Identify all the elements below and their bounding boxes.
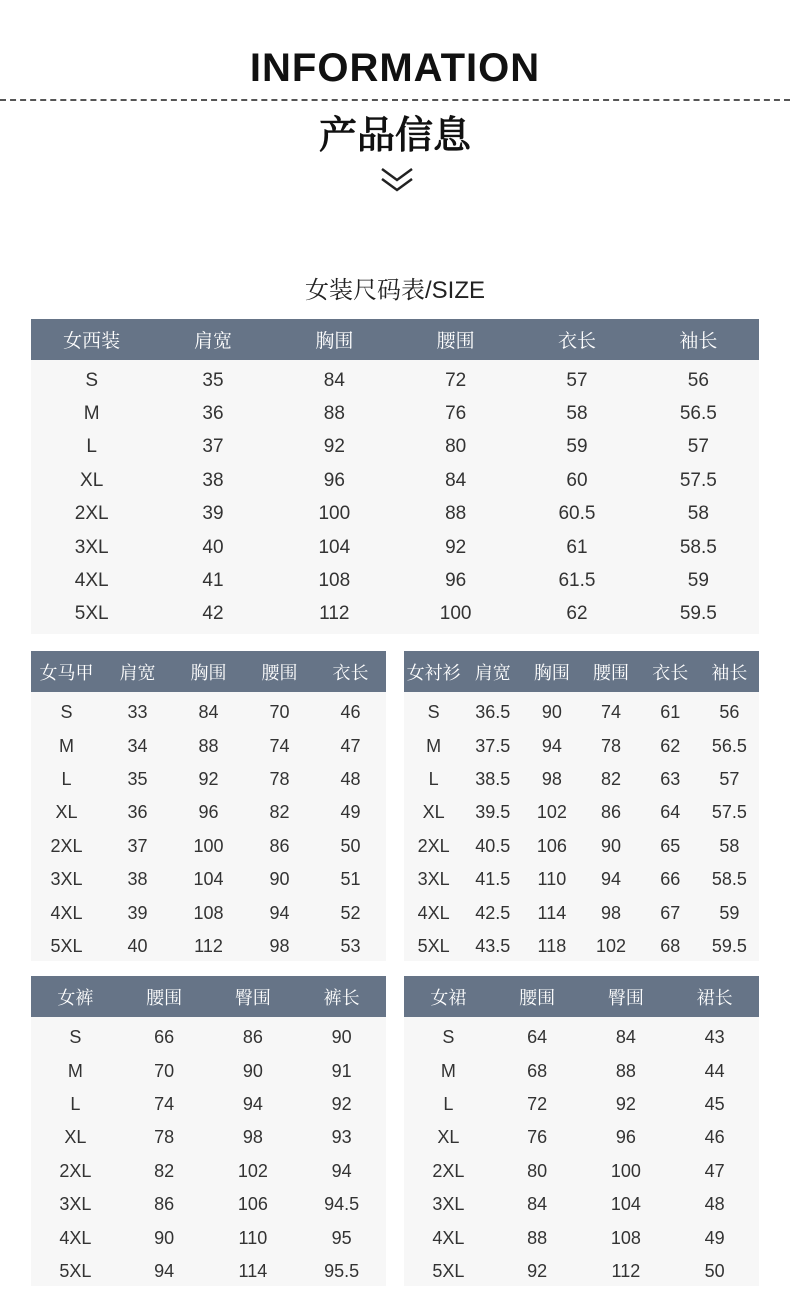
table-row bbox=[404, 763, 759, 796]
measurement-cell: 94 bbox=[154, 1260, 175, 1281]
size-label-cell: 5XL bbox=[432, 1260, 465, 1281]
measurement-cell: 47 bbox=[704, 1160, 725, 1181]
measurement-cell: 35 bbox=[127, 768, 148, 789]
measurement-cell: 49 bbox=[704, 1227, 725, 1248]
column-header: 袖长 bbox=[638, 319, 759, 360]
measurement-cell: 82 bbox=[269, 802, 290, 823]
measurement-cell: 88 bbox=[615, 1060, 636, 1081]
measurement-cell: 86 bbox=[269, 835, 290, 856]
measurement-cell: 106 bbox=[237, 1194, 268, 1215]
measurement-cell: 84 bbox=[527, 1194, 548, 1215]
measurement-cell: 84 bbox=[615, 1027, 636, 1048]
measurement-cell: 42 bbox=[202, 603, 224, 625]
measurement-cell: 52 bbox=[340, 902, 361, 923]
table-row bbox=[404, 1188, 759, 1221]
measurement-cell: 84 bbox=[198, 702, 219, 723]
table-row bbox=[404, 1221, 759, 1254]
measurement-cell: 58.5 bbox=[679, 536, 717, 558]
measurement-cell: 36 bbox=[127, 802, 148, 823]
column-header: 女西装 bbox=[31, 319, 152, 360]
measurement-cell: 70 bbox=[154, 1060, 175, 1081]
measurement-cell: 84 bbox=[445, 469, 467, 491]
measurement-cell: 93 bbox=[331, 1127, 352, 1148]
measurement-cell: 98 bbox=[269, 935, 290, 956]
measurement-cell: 92 bbox=[527, 1260, 548, 1281]
pants-table-grid bbox=[31, 976, 386, 1288]
measurement-cell: 65 bbox=[660, 835, 681, 856]
measurement-cell: 58 bbox=[566, 403, 588, 425]
table-row bbox=[404, 930, 759, 963]
table-row bbox=[31, 1255, 386, 1288]
measurement-cell: 62 bbox=[566, 603, 588, 625]
table-row bbox=[31, 830, 386, 863]
table-row bbox=[404, 796, 759, 829]
size-label-cell: 4XL bbox=[417, 902, 450, 923]
table-row bbox=[31, 360, 759, 397]
measurement-cell: 39.5 bbox=[475, 802, 511, 823]
measurement-cell: 76 bbox=[445, 403, 467, 425]
measurement-cell: 96 bbox=[615, 1127, 636, 1148]
measurement-cell: 61 bbox=[660, 702, 681, 723]
measurement-cell: 92 bbox=[331, 1093, 352, 1114]
measurement-cell: 92 bbox=[323, 436, 345, 458]
title-english: INFORMATION bbox=[249, 46, 541, 90]
measurement-cell: 118 bbox=[537, 935, 567, 956]
column-header: 衣长 bbox=[315, 651, 386, 692]
measurement-cell: 57.5 bbox=[711, 802, 747, 823]
vest-size-table bbox=[31, 651, 386, 961]
table-row bbox=[31, 863, 386, 896]
size-label-cell: 5XL bbox=[417, 935, 450, 956]
size-label-cell: 3XL bbox=[432, 1194, 465, 1215]
measurement-cell: 50 bbox=[704, 1260, 725, 1281]
measurement-cell: 49 bbox=[340, 802, 361, 823]
measurement-cell: 74 bbox=[154, 1093, 175, 1114]
measurement-cell: 90 bbox=[242, 1060, 263, 1081]
measurement-cell: 36 bbox=[202, 403, 224, 425]
measurement-cell: 59.5 bbox=[711, 935, 747, 956]
measurement-cell: 88 bbox=[198, 735, 219, 756]
measurement-cell: 108 bbox=[318, 570, 351, 592]
size-label-cell: S bbox=[60, 702, 73, 723]
measurement-cell: 95 bbox=[331, 1227, 352, 1248]
measurement-cell: 36.5 bbox=[475, 702, 511, 723]
size-label-cell: 3XL bbox=[59, 1194, 92, 1215]
measurement-cell: 62 bbox=[660, 735, 681, 756]
measurement-cell: 98 bbox=[601, 902, 622, 923]
size-label-cell: S bbox=[427, 702, 440, 723]
measurement-cell: 44 bbox=[704, 1060, 725, 1081]
measurement-cell: 104 bbox=[193, 869, 224, 890]
measurement-cell: 98 bbox=[541, 768, 562, 789]
column-header: 裙长 bbox=[670, 976, 759, 1017]
measurement-cell: 59 bbox=[566, 436, 588, 458]
measurement-cell: 94 bbox=[331, 1160, 352, 1181]
size-label-cell: 3XL bbox=[74, 536, 109, 558]
table-header-row bbox=[31, 319, 759, 360]
measurement-cell: 61 bbox=[566, 536, 588, 558]
measurement-cell: 114 bbox=[238, 1260, 268, 1281]
measurement-cell: 100 bbox=[193, 835, 224, 856]
measurement-cell: 63 bbox=[660, 768, 681, 789]
table-row bbox=[31, 1088, 386, 1121]
measurement-cell: 39 bbox=[127, 902, 148, 923]
measurement-cell: 94.5 bbox=[324, 1194, 360, 1215]
measurement-cell: 110 bbox=[238, 1227, 268, 1248]
shirt-table-grid bbox=[404, 651, 759, 963]
table-row bbox=[31, 1054, 386, 1087]
measurement-cell: 94 bbox=[541, 735, 562, 756]
column-header: 肩宽 bbox=[463, 651, 522, 692]
measurement-cell: 94 bbox=[601, 869, 622, 890]
size-label-cell: 3XL bbox=[417, 869, 450, 890]
column-header: 臀围 bbox=[582, 976, 671, 1017]
table-row bbox=[404, 1088, 759, 1121]
measurement-cell: 102 bbox=[237, 1160, 268, 1181]
measurement-cell: 100 bbox=[439, 603, 472, 625]
measurement-cell: 51 bbox=[340, 869, 361, 890]
measurement-cell: 95.5 bbox=[324, 1260, 360, 1281]
measurement-cell: 86 bbox=[242, 1027, 263, 1048]
column-header: 胸围 bbox=[173, 651, 244, 692]
table-row bbox=[404, 1121, 759, 1154]
table-header-row bbox=[404, 976, 759, 1017]
measurement-cell: 56 bbox=[719, 702, 740, 723]
size-label-cell: M bbox=[59, 735, 74, 756]
size-label-cell: M bbox=[83, 403, 100, 425]
size-label-cell: S bbox=[442, 1027, 455, 1048]
measurement-cell: 82 bbox=[154, 1160, 175, 1181]
table-row bbox=[31, 1121, 386, 1154]
measurement-cell: 38 bbox=[127, 869, 148, 890]
table-header-row bbox=[31, 651, 386, 692]
measurement-cell: 94 bbox=[242, 1093, 263, 1114]
measurement-cell: 88 bbox=[527, 1227, 548, 1248]
measurement-cell: 90 bbox=[154, 1227, 175, 1248]
column-header: 胸围 bbox=[522, 651, 581, 692]
skirt-table-grid bbox=[404, 976, 759, 1288]
size-label-cell: XL bbox=[64, 1127, 87, 1148]
double-chevron-down-icon bbox=[380, 166, 414, 194]
suit-size-table bbox=[31, 319, 759, 634]
measurement-cell: 82 bbox=[601, 768, 622, 789]
size-label-cell: 4XL bbox=[50, 902, 83, 923]
measurement-cell: 41 bbox=[202, 570, 224, 592]
column-header: 女马甲 bbox=[31, 651, 102, 692]
column-header: 女裙 bbox=[404, 976, 493, 1017]
measurement-cell: 92 bbox=[198, 768, 219, 789]
measurement-cell: 88 bbox=[323, 403, 345, 425]
suit-table-grid bbox=[31, 319, 759, 631]
measurement-cell: 66 bbox=[154, 1027, 175, 1048]
column-header: 裤长 bbox=[297, 976, 386, 1017]
measurement-cell: 50 bbox=[340, 835, 361, 856]
size-label-cell: 5XL bbox=[74, 603, 109, 625]
size-label-cell: L bbox=[61, 768, 72, 789]
measurement-cell: 74 bbox=[269, 735, 290, 756]
measurement-cell: 90 bbox=[541, 702, 562, 723]
measurement-cell: 59 bbox=[719, 902, 740, 923]
measurement-cell: 92 bbox=[445, 536, 467, 558]
measurement-cell: 88 bbox=[445, 503, 467, 525]
column-header: 袖长 bbox=[700, 651, 759, 692]
measurement-cell: 57 bbox=[687, 436, 709, 458]
measurement-cell: 41.5 bbox=[475, 869, 511, 890]
table-header-row bbox=[404, 651, 759, 692]
measurement-cell: 58 bbox=[719, 835, 740, 856]
size-label-cell: 4XL bbox=[74, 570, 109, 592]
measurement-cell: 59 bbox=[687, 570, 709, 592]
measurement-cell: 68 bbox=[660, 935, 681, 956]
table-row bbox=[31, 531, 759, 564]
table-row bbox=[31, 498, 759, 531]
measurement-cell: 60 bbox=[566, 469, 588, 491]
measurement-cell: 98 bbox=[242, 1127, 263, 1148]
measurement-cell: 53 bbox=[340, 935, 361, 956]
measurement-cell: 40 bbox=[127, 935, 148, 956]
measurement-cell: 43 bbox=[704, 1027, 725, 1048]
size-label-cell: S bbox=[85, 369, 98, 391]
measurement-cell: 67 bbox=[660, 902, 681, 923]
table-row bbox=[31, 763, 386, 796]
table-row bbox=[404, 1017, 759, 1054]
measurement-cell: 60.5 bbox=[558, 503, 596, 525]
size-label-cell: XL bbox=[55, 802, 78, 823]
measurement-cell: 56 bbox=[687, 369, 709, 391]
measurement-cell: 57.5 bbox=[679, 469, 717, 491]
size-label-cell: L bbox=[443, 1093, 454, 1114]
table-header-row bbox=[31, 976, 386, 1017]
measurement-cell: 33 bbox=[127, 702, 148, 723]
measurement-cell: 57 bbox=[719, 768, 740, 789]
measurement-cell: 58.5 bbox=[711, 869, 747, 890]
table-row bbox=[404, 896, 759, 929]
measurement-cell: 64 bbox=[527, 1027, 548, 1048]
measurement-cell: 100 bbox=[610, 1160, 641, 1181]
measurement-cell: 47 bbox=[340, 735, 361, 756]
column-header: 女裤 bbox=[31, 976, 120, 1017]
size-label-cell: 2XL bbox=[59, 1160, 92, 1181]
table-row bbox=[404, 1054, 759, 1087]
table-row bbox=[31, 796, 386, 829]
measurement-cell: 57 bbox=[566, 369, 588, 391]
measurement-cell: 110 bbox=[537, 869, 567, 890]
size-label-cell: 2XL bbox=[432, 1160, 465, 1181]
measurement-cell: 38.5 bbox=[475, 768, 511, 789]
size-label-cell: 3XL bbox=[50, 869, 83, 890]
column-header: 肩宽 bbox=[102, 651, 173, 692]
size-label-cell: 2XL bbox=[417, 835, 450, 856]
measurement-cell: 37 bbox=[202, 436, 224, 458]
measurement-cell: 86 bbox=[601, 802, 622, 823]
measurement-cell: 34 bbox=[127, 735, 148, 756]
measurement-cell: 94 bbox=[269, 902, 290, 923]
measurement-cell: 68 bbox=[527, 1060, 548, 1081]
size-label-cell: XL bbox=[437, 1127, 460, 1148]
column-header: 胸围 bbox=[274, 319, 395, 360]
table-row bbox=[31, 896, 386, 929]
measurement-cell: 58 bbox=[687, 503, 709, 525]
size-label-cell: L bbox=[70, 1093, 81, 1114]
measurement-cell: 46 bbox=[704, 1127, 725, 1148]
measurement-cell: 96 bbox=[445, 570, 467, 592]
table-row bbox=[404, 729, 759, 762]
measurement-cell: 112 bbox=[194, 935, 223, 956]
measurement-cell: 48 bbox=[340, 768, 361, 789]
measurement-cell: 108 bbox=[193, 902, 224, 923]
table-row bbox=[404, 830, 759, 863]
size-label-cell: 2XL bbox=[74, 503, 109, 525]
measurement-cell: 38 bbox=[202, 469, 224, 491]
measurement-cell: 72 bbox=[445, 369, 467, 391]
measurement-cell: 80 bbox=[445, 436, 467, 458]
measurement-cell: 86 bbox=[154, 1194, 175, 1215]
size-label-cell: L bbox=[428, 768, 439, 789]
measurement-cell: 66 bbox=[660, 869, 681, 890]
column-header: 衣长 bbox=[516, 319, 637, 360]
measurement-cell: 102 bbox=[536, 802, 567, 823]
measurement-cell: 90 bbox=[331, 1027, 352, 1048]
table-row bbox=[31, 1188, 386, 1221]
title-chinese: 产品信息 bbox=[318, 115, 471, 157]
table-row bbox=[31, 692, 386, 729]
measurement-cell: 56.5 bbox=[711, 735, 747, 756]
pants-size-table bbox=[31, 976, 386, 1286]
measurement-cell: 104 bbox=[610, 1194, 641, 1215]
table-row bbox=[31, 930, 386, 963]
measurement-cell: 108 bbox=[610, 1227, 641, 1248]
table-row bbox=[31, 564, 759, 597]
table-row bbox=[404, 863, 759, 896]
measurement-cell: 45 bbox=[704, 1093, 725, 1114]
shirt-size-table bbox=[404, 651, 759, 961]
measurement-cell: 96 bbox=[323, 469, 345, 491]
size-chart-title: 女装尺码表/SIZE bbox=[304, 277, 485, 304]
measurement-cell: 40 bbox=[202, 536, 224, 558]
column-header: 腰围 bbox=[581, 651, 640, 692]
size-label-cell: M bbox=[440, 1060, 456, 1081]
measurement-cell: 91 bbox=[331, 1060, 352, 1081]
measurement-cell: 114 bbox=[537, 902, 567, 923]
table-row bbox=[404, 1255, 759, 1288]
measurement-cell: 56.5 bbox=[679, 403, 717, 425]
measurement-cell: 74 bbox=[601, 702, 622, 723]
size-label-cell: 5XL bbox=[59, 1260, 92, 1281]
table-row bbox=[404, 1155, 759, 1188]
vest-table-grid bbox=[31, 651, 386, 963]
measurement-cell: 112 bbox=[319, 603, 350, 625]
size-label-cell: L bbox=[86, 436, 97, 458]
measurement-cell: 76 bbox=[527, 1127, 548, 1148]
size-label-cell: XL bbox=[80, 469, 104, 491]
column-header: 肩宽 bbox=[152, 319, 273, 360]
column-header: 衣长 bbox=[641, 651, 700, 692]
table-row bbox=[31, 397, 759, 430]
size-label-cell: M bbox=[67, 1060, 83, 1081]
measurement-cell: 48 bbox=[704, 1194, 725, 1215]
size-label-cell: 2XL bbox=[50, 835, 83, 856]
measurement-cell: 78 bbox=[154, 1127, 175, 1148]
table-row bbox=[31, 1155, 386, 1188]
measurement-cell: 90 bbox=[601, 835, 622, 856]
measurement-cell: 59.5 bbox=[679, 603, 717, 625]
size-label-cell: 4XL bbox=[432, 1227, 465, 1248]
measurement-cell: 80 bbox=[527, 1160, 548, 1181]
measurement-cell: 112 bbox=[611, 1260, 641, 1281]
measurement-cell: 78 bbox=[269, 768, 290, 789]
measurement-cell: 70 bbox=[269, 702, 290, 723]
table-row bbox=[31, 464, 759, 497]
column-header: 腰围 bbox=[395, 319, 516, 360]
table-row bbox=[404, 692, 759, 729]
table-row bbox=[31, 431, 759, 464]
table-row bbox=[31, 598, 759, 631]
table-row bbox=[31, 1221, 386, 1254]
measurement-cell: 42.5 bbox=[475, 902, 511, 923]
measurement-cell: 64 bbox=[660, 802, 681, 823]
size-label-cell: M bbox=[426, 735, 442, 756]
measurement-cell: 90 bbox=[269, 869, 290, 890]
column-header: 腰围 bbox=[120, 976, 209, 1017]
measurement-cell: 61.5 bbox=[558, 570, 596, 592]
column-header: 腰围 bbox=[244, 651, 315, 692]
column-header: 臀围 bbox=[209, 976, 298, 1017]
measurement-cell: 40.5 bbox=[475, 835, 511, 856]
measurement-cell: 37.5 bbox=[475, 735, 511, 756]
table-row bbox=[31, 1017, 386, 1054]
measurement-cell: 104 bbox=[318, 536, 351, 558]
measurement-cell: 72 bbox=[527, 1093, 548, 1114]
table-row bbox=[31, 729, 386, 762]
skirt-size-table bbox=[404, 976, 759, 1286]
column-header: 女衬衫 bbox=[404, 651, 463, 692]
measurement-cell: 43.5 bbox=[475, 935, 511, 956]
measurement-cell: 102 bbox=[596, 935, 627, 956]
measurement-cell: 92 bbox=[615, 1093, 636, 1114]
measurement-cell: 96 bbox=[198, 802, 219, 823]
measurement-cell: 100 bbox=[318, 503, 351, 525]
measurement-cell: 84 bbox=[323, 369, 345, 391]
size-label-cell: 4XL bbox=[59, 1227, 92, 1248]
size-label-cell: XL bbox=[422, 802, 445, 823]
measurement-cell: 35 bbox=[202, 369, 224, 391]
size-label-cell: S bbox=[69, 1027, 82, 1048]
measurement-cell: 78 bbox=[601, 735, 622, 756]
measurement-cell: 37 bbox=[127, 835, 148, 856]
column-header: 腰围 bbox=[493, 976, 582, 1017]
measurement-cell: 39 bbox=[202, 503, 224, 525]
size-label-cell: 5XL bbox=[50, 935, 83, 956]
dashed-divider bbox=[0, 99, 790, 101]
measurement-cell: 46 bbox=[340, 702, 361, 723]
measurement-cell: 106 bbox=[536, 835, 567, 856]
